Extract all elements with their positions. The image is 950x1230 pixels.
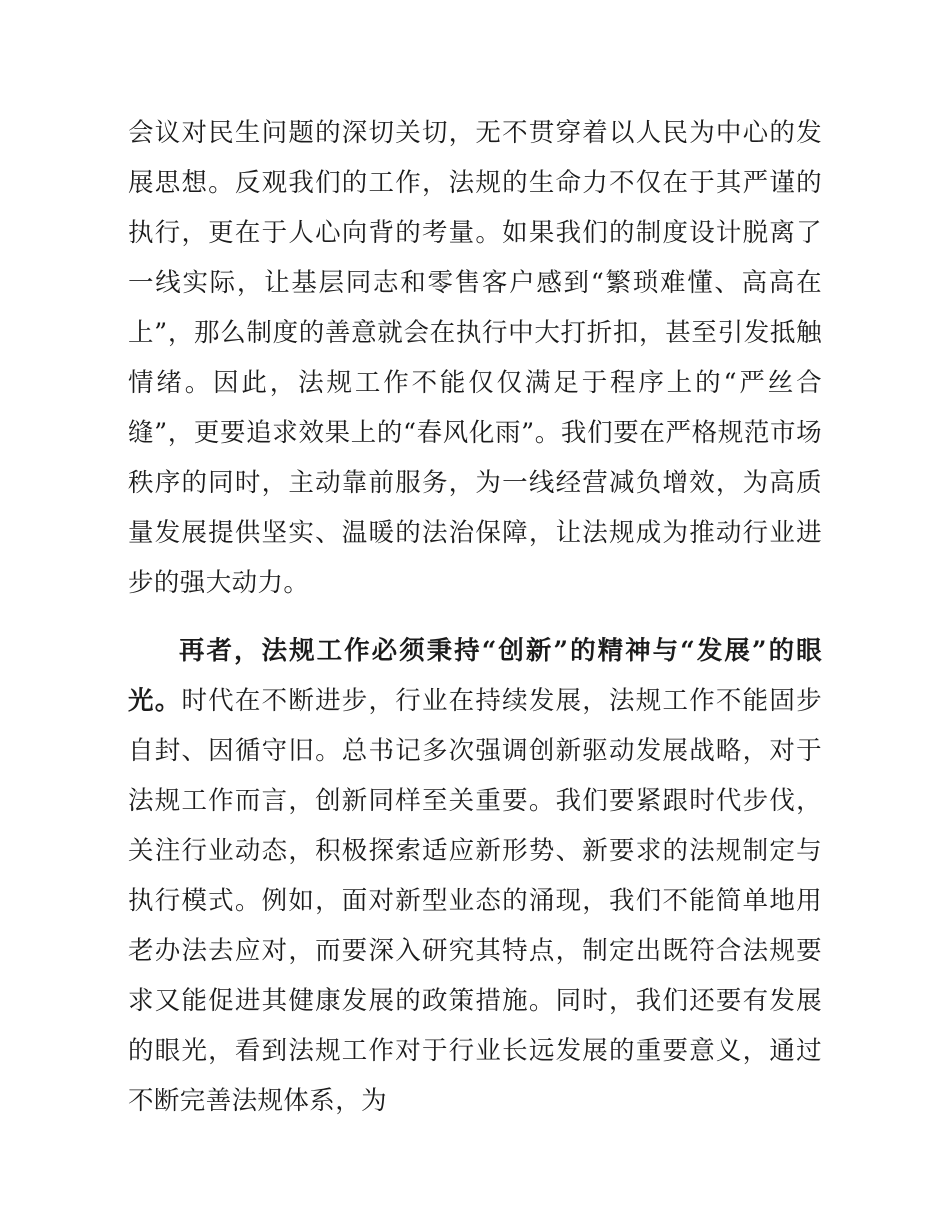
paragraph-1: [128, 108, 822, 608]
document-body: [128, 108, 822, 1126]
paragraph-2-text: 时代在不断进步，行业在持续发展，法规工作不能固步自封、因循守旧。总书记多次强调创新驱动发展战略，对于法规工作而言，创新同样至关重要。我们要紧跟时代步伐，关注行业动态，积极探索适应新形势、新要求的法规制定与执行模式。例如，面对新型业态的涌现，我们不能简单地用老办法去应对，而要深入研究其特点，制定出既符合法规要求又能促进其健康发展的政策措施。同时，我们还要有发展的眼光，看到法规工作对于行业长远发展的重要意义，通过不断完善法规体系，为: [128, 686, 822, 1116]
paragraph-2: [128, 626, 822, 1126]
paragraph-2-lead: 再者，法规工作必须秉持“创新”的精神与“发展”的眼光。: [128, 636, 822, 716]
paragraph-1-text: 会议对民生问题的深切关切，无不贯穿着以人民为中心的发展思想。反观我们的工作，法规的生命力不仅在于其严谨的执行，更在于人心向背的考量。如果我们的制度设计脱离了一线实际，让基层同志和零售客户感到“繁琐难懂、高高在上”，那么制度的善意就会在执行中大打折扣，甚至引发抵触情绪。因此，法规工作不能仅仅满足于程序上的“严丝合缝”，更要追求效果上的“春风化雨”。我们要在严格规范市场秩序的同时，主动靠前服务，为一线经营减负增效，为高质量发展提供坚实、温暖的法治保障，让法规成为推动行业进步的强大动力。: [128, 118, 822, 598]
